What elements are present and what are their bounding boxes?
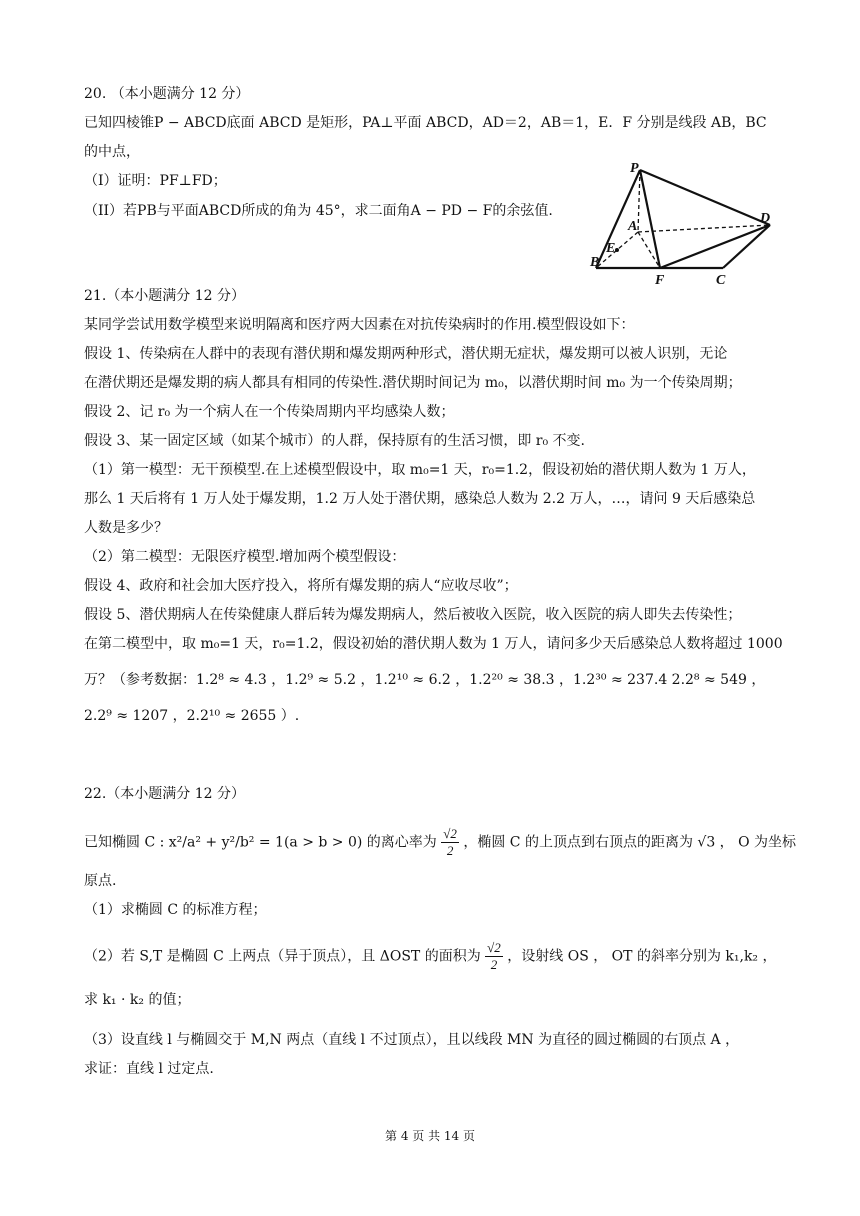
q22-line1-b: ，椭圆 C 的上顶点到右顶点的距离为 √3 ， O 为坐标 bbox=[463, 834, 797, 851]
frac-denominator: 2 bbox=[490, 957, 498, 972]
frac-numerator: √2 bbox=[443, 826, 457, 841]
q22-line4-a: （2）若 S,T 是椭圆 C 上两点（异于顶点），且 ΔOST 的面积为 bbox=[84, 948, 481, 965]
q22-line2: 原点. bbox=[84, 873, 117, 889]
q21-line: （2）第二模型：无限医疗模型.增加两个模型假设： bbox=[84, 549, 406, 565]
label-D: D bbox=[760, 211, 771, 226]
label-C: C bbox=[716, 273, 726, 288]
label-F: F bbox=[655, 273, 665, 288]
q22-line6: （3）设直线 l 与椭圆交于 M,N 两点（直线 l 不过顶点），且以线段 MN 为直径的圆过椭圆的右顶点 A ， bbox=[84, 1032, 740, 1048]
q22-line3: （1）求椭圆 C 的标准方程； bbox=[84, 902, 267, 918]
q21-line: 假设 2、记 r₀ 为一个病人在一个传染周期内平均感染人数； bbox=[84, 404, 455, 420]
q20-part1: （I）证明：PF⊥FD； bbox=[84, 173, 227, 189]
label-B: B bbox=[590, 255, 600, 270]
q20-header: 20. （本小题满分 12 分） bbox=[84, 86, 250, 102]
q21-line: 假设 1、传染病在人群中的表现有潜伏期和爆发期两种形式，潜伏期无症状，爆发期可以被人识别，无论 bbox=[84, 346, 728, 362]
q20-line1: 已知四棱锥P − ABCD底面 ABCD 是矩形，PA⊥平面 ABCD，AD＝2，AB＝1，E．F 分别是线段 AB，BC bbox=[84, 115, 767, 131]
label-A: A bbox=[628, 219, 638, 234]
frac-denominator: 2 bbox=[446, 843, 454, 858]
q21-line: 某同学尝试用数学模型来说明隔离和医疗两大因素在对抗传染病时的作用.模型假设如下： bbox=[84, 317, 635, 333]
q21-line: 在第二模型中，取 m₀=1 天，r₀=1.2，假设初始的潜伏期人数为 1 万人，请问多少天后感染总人数将超过 1000 bbox=[84, 636, 783, 652]
q22-header: 22.（本小题满分 12 分） bbox=[84, 786, 245, 802]
q21-header: 21.（本小题满分 12 分） bbox=[84, 288, 245, 304]
q21-line: 那么 1 天后将有 1 万人处于爆发期，1.2 万人处于潜伏期，感染总人数为 2.2 万人，…，请问 9 天后感染总 bbox=[84, 491, 756, 507]
q22-line1 bbox=[84, 826, 796, 859]
q21-line: 假设 5、潜伏期病人在传染健康人群后转为爆发期病人，然后被收入医院，收入医院的病人即失去传染性； bbox=[84, 607, 742, 623]
q22-line1-a: 已知椭圆 C : x²/a² + y²/b² = 1(a > b > 0) 的离心率为 bbox=[84, 834, 437, 851]
sqrt2-over-2 bbox=[441, 826, 459, 859]
q22-line4 bbox=[84, 940, 777, 973]
q21-line: （1）第一模型：无干预模型.在上述模型假设中，取 m₀=1 天，r₀=1.2，假设初始的潜伏期人数为 1 万人， bbox=[84, 462, 756, 478]
page-footer: 第 4 页 共 14 页 bbox=[385, 1129, 475, 1143]
q21-line: 在潜伏期还是爆发期的病人都具有相同的传染性.潜伏期时间记为 m₀，以潜伏期时间 m₀ 为一个传染周期； bbox=[84, 375, 742, 391]
q22-line7: 求证：直线 l 过定点. bbox=[84, 1061, 214, 1077]
pyramid-figure bbox=[588, 160, 778, 288]
frac-numerator: √2 bbox=[487, 940, 501, 955]
q21-line: 假设 3、某一固定区域（如某个城市）的人群，保持原有的生活习惯，即 r₀ 不变. bbox=[84, 433, 586, 449]
sqrt2-over-2 bbox=[485, 940, 503, 973]
q21-line: 万？（参考数据：1.2⁸ ≈ 4.3 ，1.2⁹ ≈ 5.2 ，1.2¹⁰ ≈ 6.2 ，1.2²⁰ ≈ 38.3 ，1.2³⁰ ≈ 237.4 2.2⁸ ≈ 549 ， bbox=[84, 672, 766, 688]
q21-line: 2.2⁹ ≈ 1207 ，2.2¹⁰ ≈ 2655 ）. bbox=[84, 708, 300, 724]
q20-part2: （II）若PB与平面ABCD所成的角为 45°，求二面角A − PD − F的余弦值. bbox=[84, 203, 553, 219]
label-P: P bbox=[630, 161, 639, 176]
q22-line5: 求 k₁ · k₂ 的值； bbox=[84, 992, 191, 1008]
label-E: E bbox=[606, 241, 616, 256]
q22-line4-b: ，设射线 OS ， OT 的斜率分别为 k₁,k₂ ， bbox=[507, 948, 777, 965]
q21-line: 假设 4、政府和社会加大医疗投入，将所有爆发期的病人“应收尽收”； bbox=[84, 578, 518, 594]
q21-line: 人数是多少？ bbox=[84, 520, 168, 536]
q20-line2: 的中点， bbox=[84, 144, 140, 160]
